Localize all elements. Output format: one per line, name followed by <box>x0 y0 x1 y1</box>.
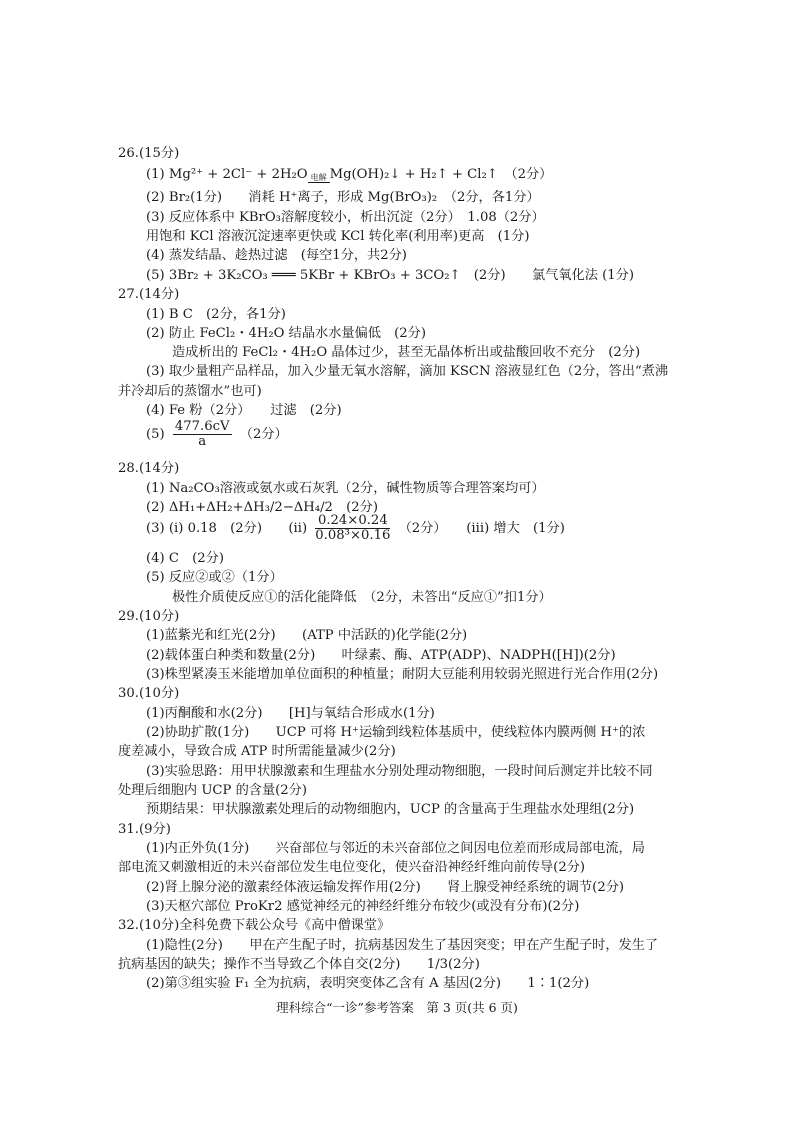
q31-line-1: (1)内正外负(1分) 兴奋部位与邻近的未兴奋部位之间因电位差而形成局部电流，局 <box>146 841 645 856</box>
q32-line-1: (1)隐性(2分) 甲在产生配子时，抗病基因发生了基因突变；甲在产生配子时，发生了 <box>146 938 659 953</box>
q32-line-2: 抗病基因的缺失；操作不当导致乙个体自交(2分) 1/3(2分) <box>118 957 480 972</box>
q28-line-5: (5) 反应②或②（1分） <box>146 570 283 585</box>
electrolysis-label: 电解 <box>308 173 330 183</box>
q30-line-6: 预期结果：甲状腺激素处理后的动物细胞内，UCP 的含量高于生理盐水处理组(2分) <box>146 802 635 817</box>
q26-line-1 <box>146 167 552 183</box>
q28-line-1: (1) Na₂CO₃溶液或氨水或石灰乳（2分，碱性物质等合理答案均可） <box>146 481 545 496</box>
q27-line-3: 造成析出的 FeCl₂・4H₂O 晶体过少，甚至无晶体析出或盐酸回收不充分 (2分) <box>172 345 641 360</box>
q28-part3-b: （2分） (iii) 增大 (1分) <box>398 521 565 536</box>
q27-line-4: (3) 取少量粗产品样品，加入少量无氧水溶解，滴加 KSCN 溶液显红色（2分，答出“煮沸 <box>146 364 669 379</box>
q26-line-6: (5) 3Br₂ + 3K₂CO₃ ═══ 5KBr + KBrO₃ + 3CO₂↑ (2分) 氯气氧化法 (1分) <box>146 268 635 283</box>
q27-line-2: (2) 防止 FeCl₂・4H₂O 结晶水水量偏低 (2分) <box>146 326 427 341</box>
q32-heading: 32.(10分)全科免费下载公众号《高中僧课堂》 <box>118 918 391 933</box>
electrolysis-condition <box>308 173 330 183</box>
q28-line-6: 极性介质使反应①的活化能降低 （2分，未答出“反应①”扣1分） <box>172 590 552 605</box>
q27-fraction-numerator: 477.6cV <box>174 419 230 434</box>
q31-line-4: (3)天枢穴部位 ProKr2 感觉神经元的神经纤维分布较少(或没有分布)(2分) <box>146 899 580 914</box>
q29-line-1: (1)蓝紫光和红光(2分) (ATP 中活跃的)化学能(2分) <box>146 628 468 643</box>
q30-line-4: (3)实验思路：用甲状腺激素和生理盐水分别处理动物细胞，一段时间后测定并比较不同 <box>146 764 653 779</box>
q26-line-2: (2) Br₂(1分) 消耗 H⁺离子，形成 Mg(BrO₃)₂ （2分，各1分） <box>146 190 540 205</box>
q30-line-5: 处理后细胞内 UCP 的含量(2分) <box>118 783 308 798</box>
q27-part5-score: （2分） <box>239 427 288 442</box>
q28-fraction-numerator: 0.24×0.24 <box>315 514 390 529</box>
q26-line-4: 用饱和 KCl 溶液沉淀速率更快或 KCl 转化率(利用率)更高 (1分) <box>146 229 530 244</box>
q26-line-3: (3) 反应体系中 KBrO₃溶解度较小，析出沉淀（2分） 1.08（2分） <box>146 210 545 225</box>
q31-line-2: 部电流又刺激相近的未兴奋部位发生电位变化，使兴奋沿神经纤维向前传导(2分) <box>118 860 586 875</box>
q28-line-3 <box>146 514 565 543</box>
q27-fraction-denominator: a <box>198 434 207 449</box>
q29-line-3: (3)株型紧凑玉米能增加单位面积的种植量；耐阴大豆能利用较弱光照进行光合作用(2分) <box>146 667 659 682</box>
q27-heading: 27.(14分) <box>118 287 180 302</box>
q28-fraction-denominator: 0.08³×0.16 <box>315 528 391 543</box>
page-footer: 理科综合“一诊”参考答案 第 3 页(共 6 页) <box>276 1000 518 1015</box>
q28-line-2: (2) ΔH₁+ΔH₂+ΔH₃/2−ΔH₄/2 (2分) <box>146 500 378 515</box>
q26-heading: 26.(15分) <box>118 146 180 161</box>
q26-equation-left: (1) Mg²⁺ + 2Cl⁻ + 2H₂O <box>146 167 308 182</box>
q30-line-2: (2)协助扩散(1分) UCP 可将 H⁺运输到线粒体基质中，使线粒体内膜两侧 H⁺的浓 <box>146 725 646 740</box>
q30-line-3: 度差减小，导致合成 ATP 时所需能量减少(2分) <box>118 744 396 759</box>
q27-part5-label: (5) <box>146 427 165 442</box>
q31-heading: 31.(9分) <box>118 822 171 837</box>
q27-line-6: (4) Fe 粉（2分） 过滤 (2分) <box>146 403 342 418</box>
q30-line-1: (1)丙酮酸和水(2分) [H]与氧结合形成水(1分) <box>146 706 435 721</box>
q28-fraction <box>315 514 390 543</box>
q32-line-3: (2)第③组实验 F₁ 全为抗病，表明突变体乙含有 A 基因(2分) 1∶1(2分) <box>146 976 590 991</box>
q29-heading: 29.(10分) <box>118 609 180 624</box>
q27-line-5: 并冷却后的蒸馏水”也可) <box>118 384 262 399</box>
q29-line-2: (2)载体蛋白种类和数量(2分) 叶绿素、酶、ATP(ADP)、NADPH([H])(2分) <box>146 648 616 663</box>
q31-line-3: (2)肾上腺分泌的激素经体液运输发挥作用(2分) 肾上腺受神经系统的调节(2分) <box>146 880 625 895</box>
q28-heading: 28.(14分) <box>118 461 180 476</box>
q26-line-5: (4) 蒸发结晶、趁热过滤 (每空1分，共2分) <box>146 248 407 263</box>
q27-fraction <box>173 420 232 449</box>
q30-heading: 30.(10分) <box>118 686 180 701</box>
q26-equation-right: Mg(OH)₂↓ + H₂↑ + Cl₂↑ （2分） <box>329 167 553 182</box>
q27-line-7 <box>146 420 288 449</box>
q28-part3-a: (3) (i) 0.18 (2分) (ii) <box>146 521 308 536</box>
q28-line-4: (4) C (2分) <box>146 551 225 566</box>
q27-line-1: (1) B C (2分，各1分) <box>146 307 286 322</box>
